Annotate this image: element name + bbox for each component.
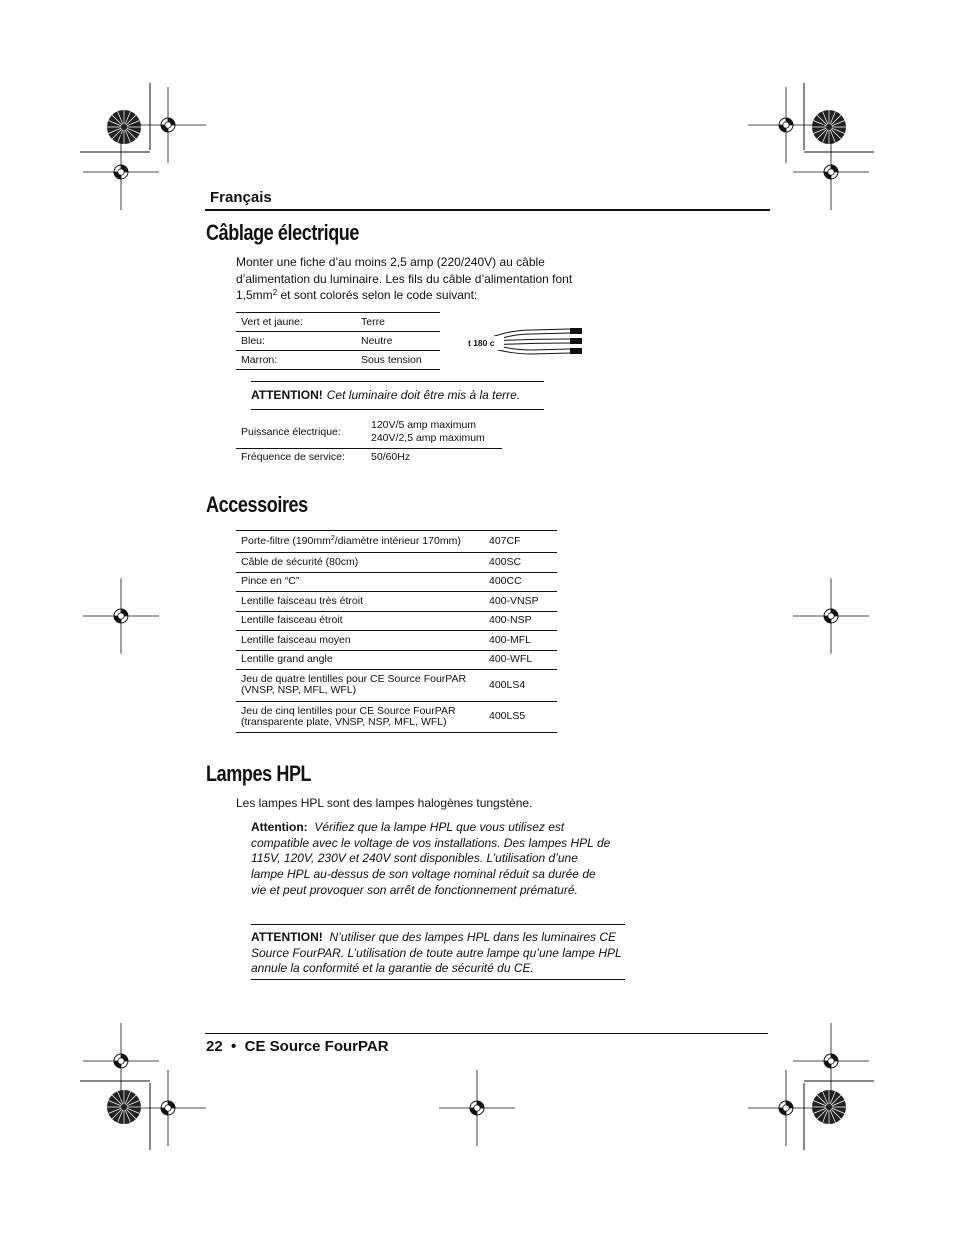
section-title-accessories: Accessoires: [206, 492, 308, 517]
accessory-description: Lentille faisceau très étroit: [236, 592, 484, 612]
attention-label: Attention:: [251, 820, 308, 834]
accessory-description: Lentille faisceau étroit: [236, 611, 484, 631]
warning-text: Cet luminaire doit être mis à la terre.: [326, 388, 521, 402]
wire-color-table: [236, 312, 440, 370]
accessory-description: Lentille faisceau moyen: [236, 631, 484, 651]
footer-rule: [205, 1033, 768, 1034]
language-header: Français: [210, 189, 272, 206]
accessory-description: Pince en “C”: [236, 572, 484, 592]
table-row: [236, 611, 557, 631]
accessory-description: Câble de sécurité (80cm): [236, 553, 484, 573]
accessory-code: 400SC: [484, 553, 557, 573]
power-spec-table: [236, 417, 502, 466]
warning-label: ATTENTION!: [251, 388, 323, 402]
grounding-warning: [251, 381, 544, 410]
accessories-table: [236, 530, 557, 733]
lamp-voltage-attention: [251, 820, 611, 899]
accessory-code: 400LS4: [484, 670, 557, 702]
table-row: [236, 417, 502, 448]
accessory-description: Jeu de cinq lentilles pour CE Source FourPAR (transparente plate, VNSP, NSP, MFL, WFL): [236, 701, 484, 733]
wire-color: Bleu:: [236, 332, 356, 351]
power-value: 240V/2,5 amp maximum: [371, 432, 485, 445]
frequency-label: Fréquence de service:: [241, 451, 345, 464]
accessory-description: Porte-filtre ($190mm^2$/diamètre intérieur 170mm): [236, 531, 484, 553]
accessory-code: 400-WFL: [484, 650, 557, 670]
wiring-intro: Monter une fiche d’au moins 2,5 amp (220/240V) au câble d’alimentation du luminaire. Les fils du câble d’alimentation font $1,5mm^2$ et sont colorés selon le code suivant:: [236, 255, 573, 302]
wire-role: Neutre: [356, 332, 440, 351]
frequency-value: 50/60Hz: [371, 451, 411, 464]
table-row: [236, 553, 557, 573]
table-row: [236, 701, 557, 733]
table-row: [236, 572, 557, 592]
accessory-code: 400LS5: [484, 701, 557, 733]
product-name: CE Source FourPAR: [244, 1038, 389, 1055]
wire-role: Terre: [356, 313, 440, 332]
wire-color: Vert et jaune:: [236, 313, 356, 332]
wire-color: Marron:: [236, 351, 356, 370]
accessory-code: 400-VNSP: [484, 592, 557, 612]
section-title-lamps: Lampes HPL: [206, 761, 312, 786]
accessory-description: Jeu de quatre lentilles pour CE Source FourPAR (VNSP, NSP, MFL, WFL): [236, 670, 484, 702]
page-number: 22: [206, 1038, 223, 1055]
table-row: [236, 332, 440, 351]
page-footer: [206, 1038, 389, 1055]
table-row: [236, 650, 557, 670]
warning-text: N’utiliser que des lampes HPL dans les luminaires CE Source FourPAR. L’utilisation de toute autre lampe qu’une lampe HPL annule la conformité et la garantie de sécurité du CE.: [251, 930, 622, 976]
accessory-description: Lentille grand angle: [236, 650, 484, 670]
table-row: [236, 351, 440, 370]
section-title-wiring: Câblage électrique: [206, 220, 360, 245]
table-row: [236, 670, 557, 702]
attention-text: Vérifiez que la lampe HPL que vous utilisez est compatible avec le voltage de vos installations. Des lampes HPL de 115V, 120V, 230V et 240V sont disponibles. L’utilisation d’une lampe HPL au-dessus de son voltage nominal réduit sa durée de vie et peut provoquer son arrêt de fonctionnement prématuré.: [251, 820, 611, 897]
table-row: [236, 448, 502, 466]
table-row: [236, 531, 557, 553]
table-row: [236, 592, 557, 612]
lamp-type-warning: [251, 924, 625, 980]
header-rule: [205, 209, 770, 211]
table-row: [236, 313, 440, 332]
accessory-code: 400-MFL: [484, 631, 557, 651]
power-label: Puissance électrique:: [236, 417, 366, 448]
footer-separator: •: [231, 1038, 237, 1055]
lamps-intro: Les lampes HPL sont des lampes halogènes tungstène.: [236, 796, 533, 810]
table-row: [236, 631, 557, 651]
accessory-code: 400CC: [484, 572, 557, 592]
wire-role: Sous tension: [356, 351, 440, 370]
power-value: 120V/5 amp maximum: [371, 419, 477, 432]
accessory-code: 400-NSP: [484, 611, 557, 631]
accessory-code: 407CF: [484, 531, 557, 553]
warning-label: ATTENTION!: [251, 930, 323, 944]
cable-illustration: [462, 326, 588, 358]
cable-temperature-label: t 180 c: [468, 338, 495, 348]
